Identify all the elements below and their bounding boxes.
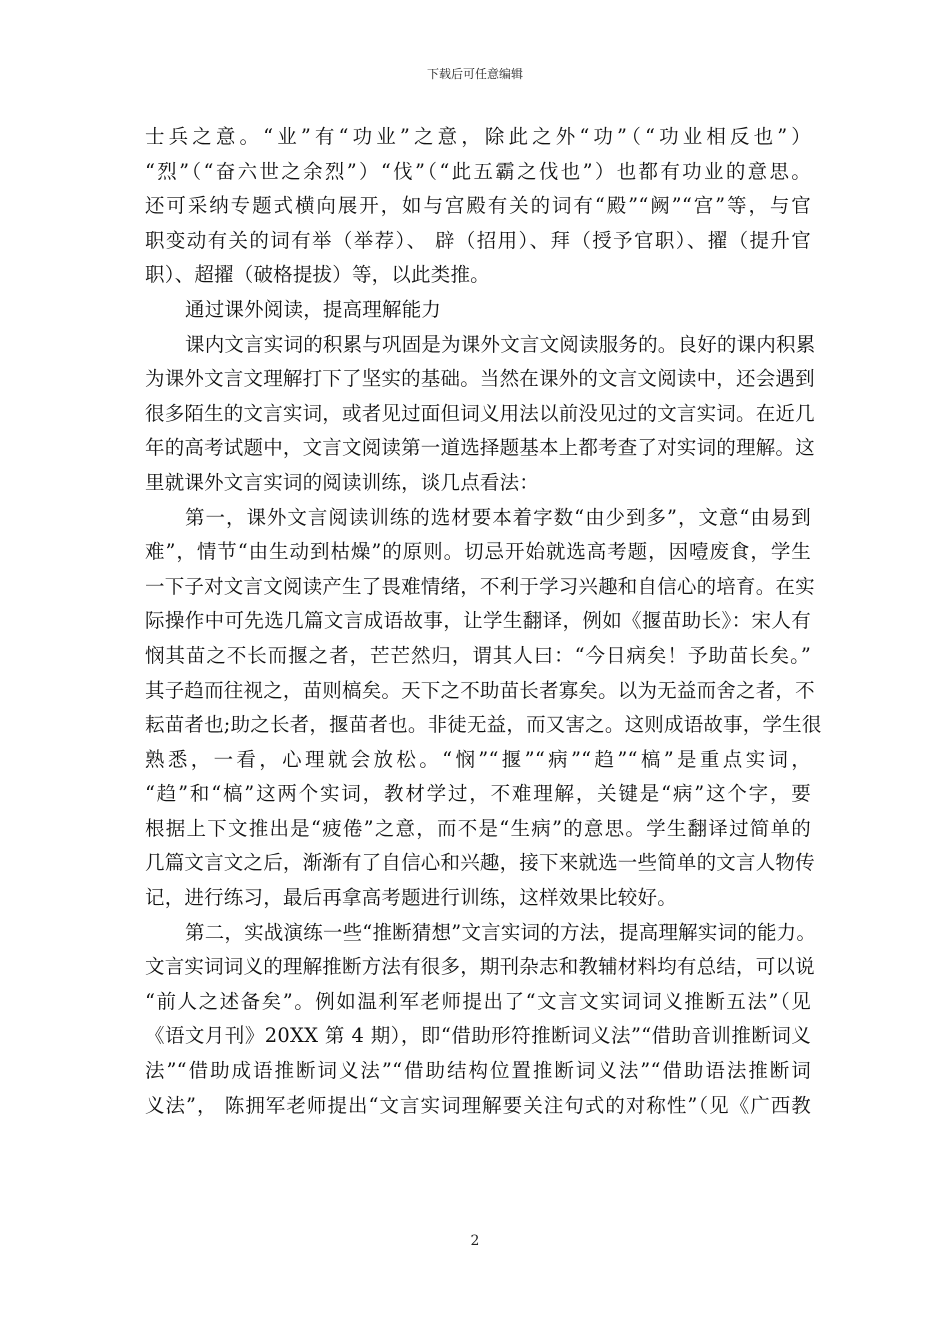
body-line: 为课外文言文理解打下了坚实的基础。当然在课外的文言文阅读中，还会遇到	[145, 367, 815, 391]
document-body	[145, 120, 822, 1123]
body-line: 职）、超擢（破格提拔）等，以此类推。	[145, 263, 490, 287]
body-line: 第二，实战演练一些“推断猜想”文言实词的方法，提高理解实词的能力。	[185, 920, 817, 944]
body-line: 《语文月刊》20XX 第 4 期），即“借助形符推断词义法”“借助音训推断词义	[145, 1024, 811, 1048]
section-heading: 通过课外阅读，提高理解能力	[185, 297, 442, 321]
body-line: 职变动有关的词有举（举荐）、 辟（招用）、拜（授予官职）、擢（提升官	[145, 228, 811, 252]
body-line: 记，进行练习，最后再拿高考题进行训练，这样效果比较好。	[145, 886, 677, 910]
body-line: 年的高考试题中，文言文阅读第一道选择题基本上都考查了对实词的理解。这	[145, 436, 815, 460]
body-line: 还可采纳专题式横向展开，如与宫殿有关的词有“殿”“阙”“宫”等，与官	[145, 194, 811, 218]
body-line: “烈”（“奋六世之余烈”）“伐”（“此五霸之伐也”）也都有功业的意思。	[145, 159, 811, 183]
body-line: “前人之述备矣”。例如温利军老师提出了“文言文实词词义推断五法”（见	[145, 989, 811, 1013]
body-line: 根据上下文推出是“疲倦”之意，而不是“生病”的意思。学生翻译过简单的	[145, 816, 811, 840]
body-line: 一下子对文言文阅读产生了畏难情绪，不利于学习兴趣和自信心的培育。在实	[145, 574, 815, 598]
page-number: 2	[470, 1233, 480, 1249]
body-line: 际操作中可先选几篇文言成语故事，让学生翻译，例如《揠苗助长》：宋人有	[145, 609, 811, 633]
body-line: 课内文言实词的积累与巩固是为课外文言文阅读服务的。良好的课内积累	[185, 332, 816, 356]
body-line: 法”“借助成语推断词义法”“借助结构位置推断词义法”“借助语法推断词	[145, 1059, 811, 1083]
body-line: 悯其苗之不长而揠之者，芒芒然归，谓其人曰：“今日病矣！予助苗长矣。”	[145, 643, 811, 667]
page-header: 下载后可任意编辑	[426, 67, 523, 81]
body-line: 士兵之意。“业”有“功业”之意，除此之外“功”（“功业相反也”）	[145, 125, 811, 148]
body-line: 其子趋而往视之，苗则槁矣。天下之不助苗长者寡矣。以为无益而舍之者，不	[145, 678, 815, 702]
body-line: 文言实词词义的理解推断方法有很多，期刊杂志和教辅材料均有总结，可以说	[145, 955, 815, 979]
body-line: 义法”， 陈拥军老师提出“文言实词理解要关注句式的对称性”（见《广西教	[145, 1093, 811, 1117]
body-line: 很多陌生的文言实词，或者见过面但词义用法以前没见过的文言实词。在近几	[145, 401, 815, 425]
body-line: “趋”和“槁”这两个实词，教材学过，不难理解，关键是“病”这个字，要	[145, 782, 811, 806]
body-line: 熟悉，一看，心理就会放松。“悯”“揠”“病”“趋”“槁”是重点实词，	[145, 747, 811, 771]
body-line: 几篇文言文之后，渐渐有了自信心和兴趣，接下来就选一些简单的文言人物传	[145, 851, 815, 875]
body-line: 难”，情节“由生动到枯燥”的原则。切忌开始就选高考题，因噎废食，学生	[145, 540, 811, 564]
body-line: 里就课外文言实词的阅读训练，谈几点看法：	[145, 470, 540, 494]
body-line: 耘苗者也;助之长者，揠苗者也。非徒无益，而又害之。这则成语故事，学生很	[145, 713, 822, 737]
body-line: 第一，课外文言阅读训练的选材要本着字数“由少到多”，文意“由易到	[185, 505, 811, 529]
